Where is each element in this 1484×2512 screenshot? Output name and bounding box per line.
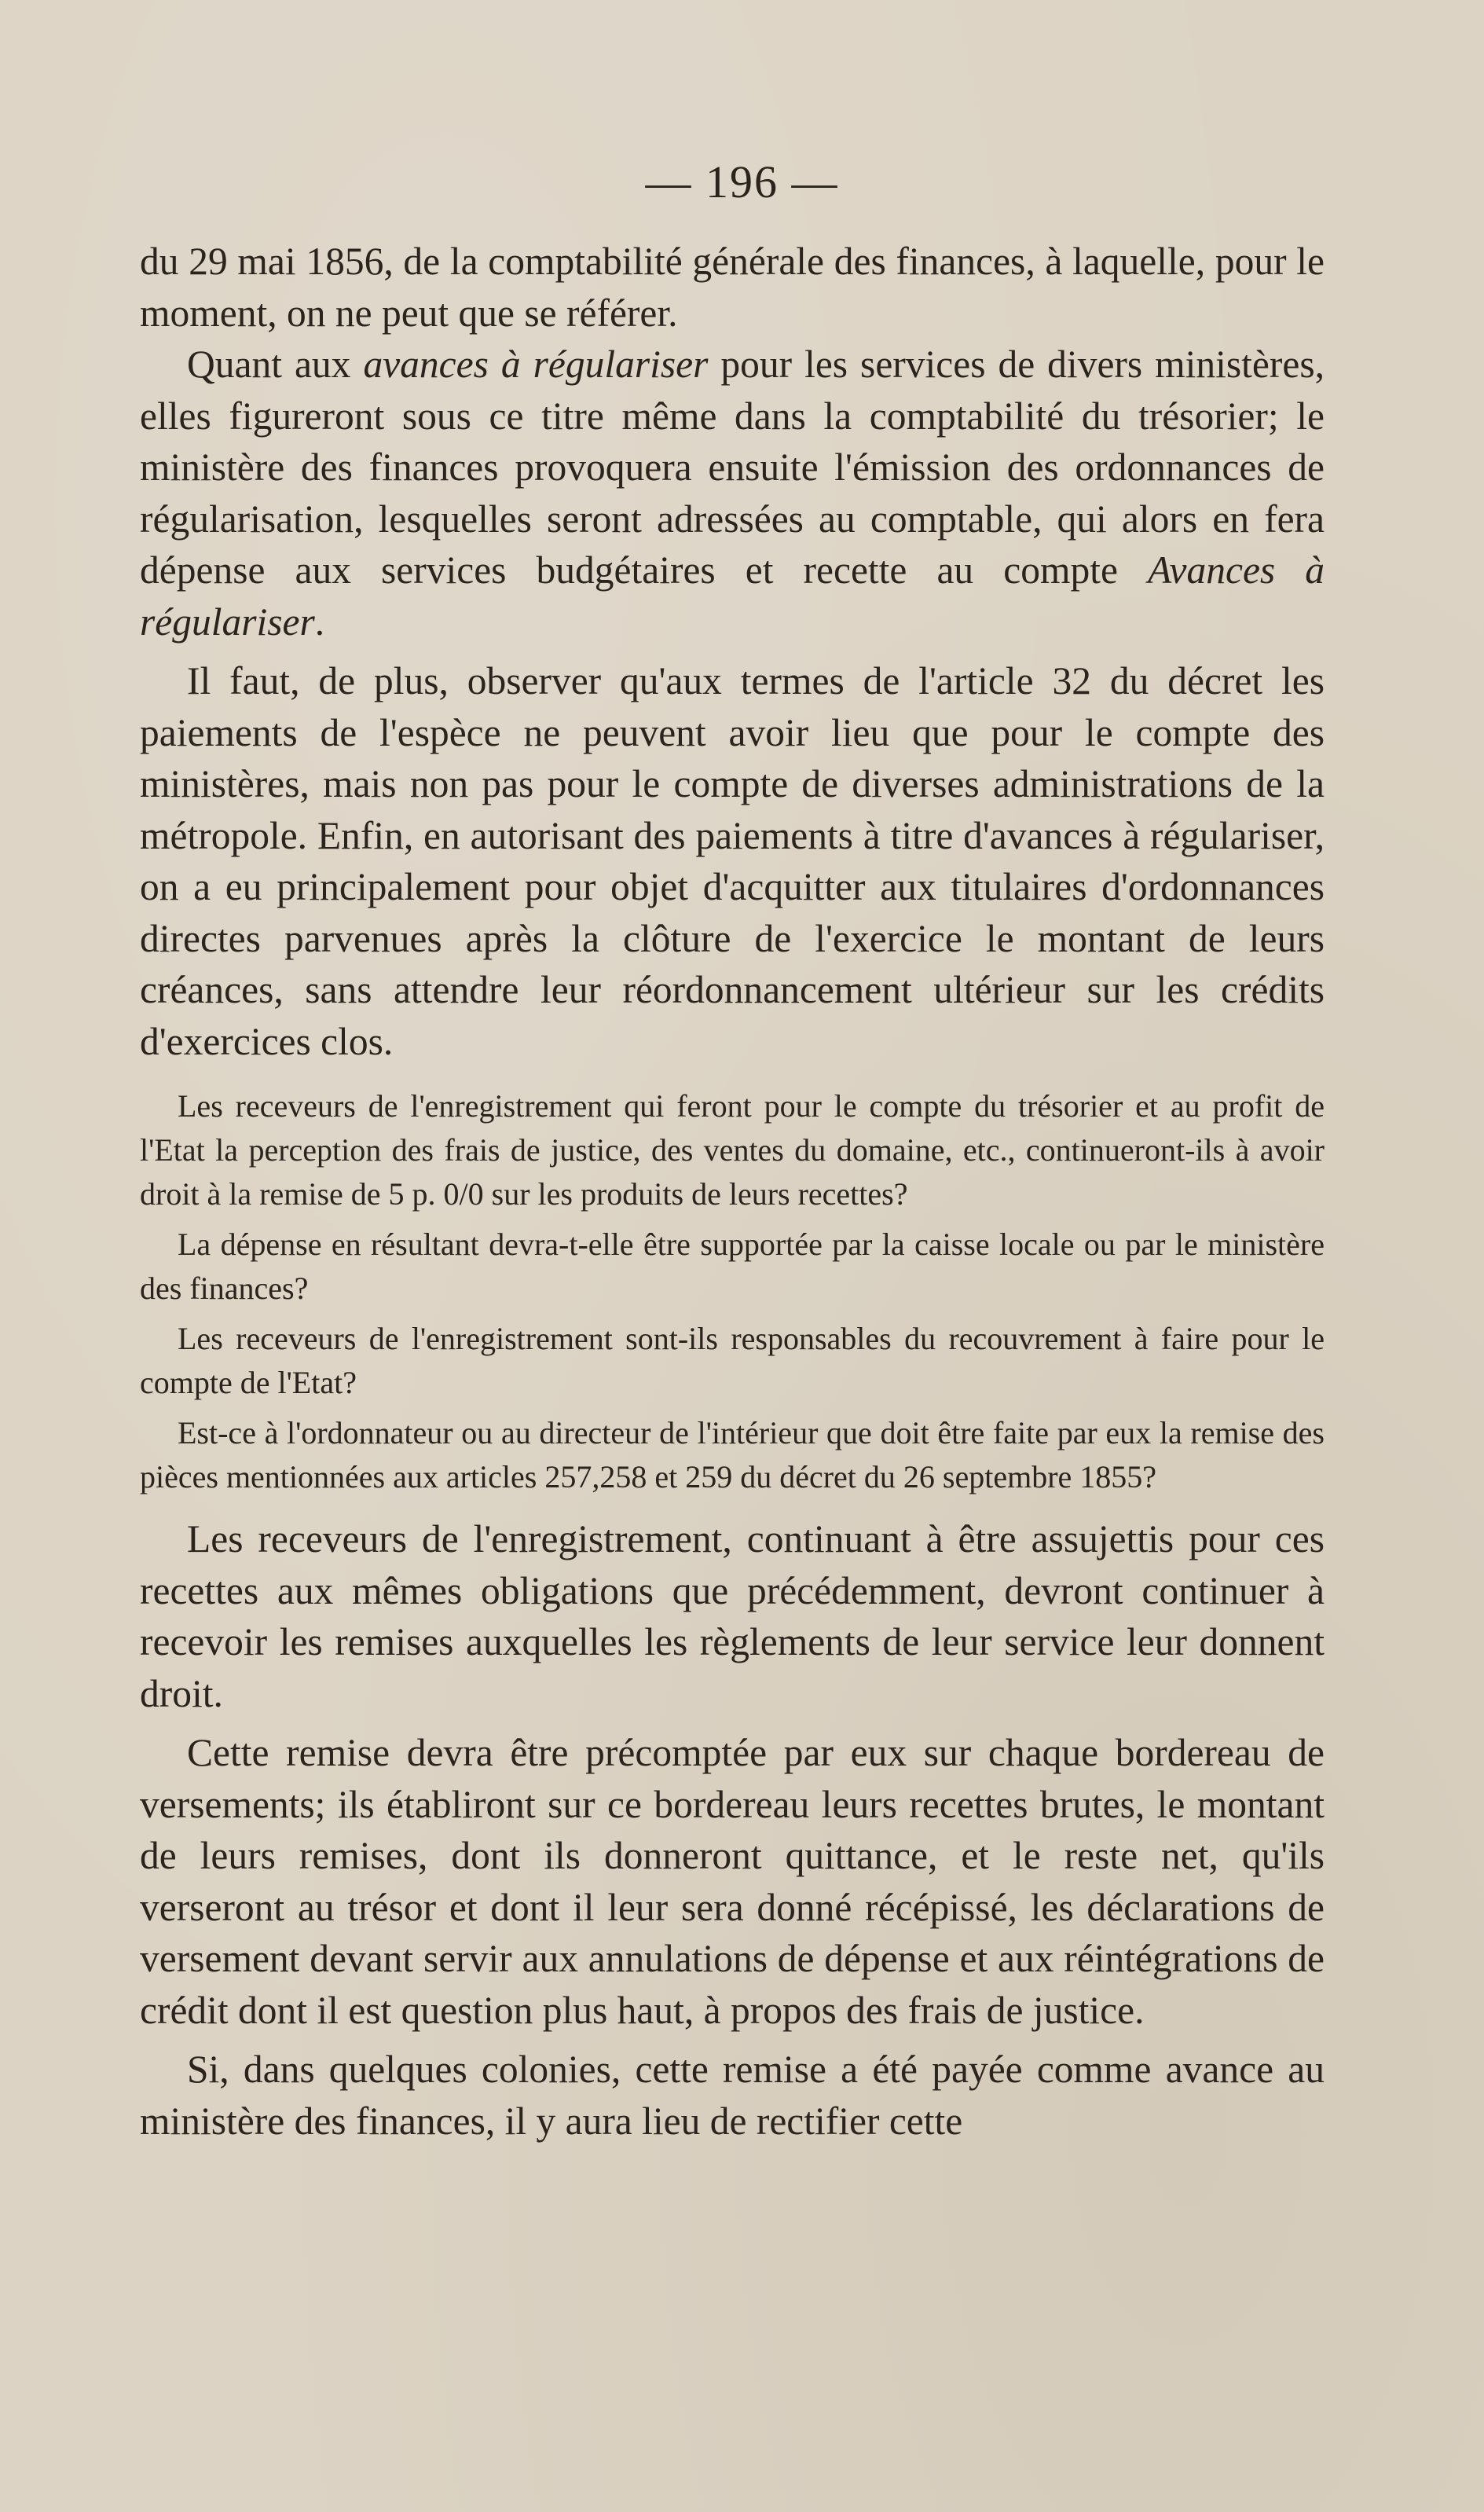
paragraph-avances-lead: Quant aux <box>187 343 364 386</box>
paragraph-avances-body: pour les services de divers ministères, elles figureront sous ce titre même dans la comptabilité du trésorier; le ministère des finances provoquera ensuite l'émission des ordonnances de régularisation, lesquelles seront adressées au comptable, qui alors en fera dépense aux services budgétaires et recette au compte <box>140 343 1325 592</box>
questions-block <box>140 1084 1325 1499</box>
paragraph-avances-end: . <box>314 600 325 644</box>
paragraph-continuation: du 29 mai 1856, de la comptabilité générale des finances, à laquelle, pour le moment, on ne peut que se référer. <box>140 240 1325 335</box>
question-item: Les receveurs de l'enregistrement qui feront pour le compte du trésorier et au profit de l'Etat la perception des frais de justice, des ventes du domaine, etc., continueront-ils à avoir droit à la remise de 5 p. 0/0 sur les produits de leurs recettes? <box>140 1088 1325 1212</box>
page-number: — 196 — <box>645 156 839 207</box>
question-item: Les receveurs de l'enregistrement sont-ils responsables du recouvrement à faire pour le compte de l'Etat? <box>140 1321 1325 1400</box>
answer-paragraph: Les receveurs de l'enregistrement, continuant à être assujettis pour ces recettes aux mêmes obligations que précédemment, devront continuer à recevoir les remises auxquelles les règlements de leur service leur donnent droit. <box>140 1517 1325 1715</box>
paragraph-article-32: Il faut, de plus, observer qu'aux termes de l'article 32 du décret les paiements de l'espèce ne peuvent avoir lieu que pour le compte des ministères, mais non pas pour le compte de diverses administrations de la métropole. Enfin, en autorisant des paiements à titre d'avances à régulariser, on a eu principalement pour objet d'acquitter aux titulaires d'ordonnances directes parvenues après la clôture de l'exercice le montant de leurs créances, sans attendre leur réordonnancement ultérieur sur les crédits d'exercices clos. <box>140 659 1325 1063</box>
question-item: La dépense en résultant devra-t-elle être supportée par la caisse locale ou par le ministère des finances? <box>140 1227 1325 1306</box>
paragraph-avances <box>140 339 1325 647</box>
page-text <box>140 236 1325 2147</box>
italic-avances-term: avances à régulariser <box>363 343 709 386</box>
answer-paragraph: Cette remise devra être précomptée par eux sur chaque bordereau de versements; ils établiront sur ce bordereau leurs recettes brutes, le montant de leurs remises, dont ils donneront quittance, et le reste net, qu'ils verseront au trésor et dont il leur sera donné récépissé, les déclarations de versement devant servir aux annulations de dépense et aux réintégrations de crédit dont il est question plus haut, à propos des frais de justice. <box>140 1731 1325 2032</box>
italic-avances-account: Avances à régulariser <box>140 548 1325 644</box>
question-item: Est-ce à l'ordonnateur ou au directeur de l'intérieur que doit être faite par eux la remise des pièces mentionnées aux articles 257,258 et 259 du décret du 26 septembre 1855? <box>140 1415 1325 1494</box>
answer-paragraph: Si, dans quelques colonies, cette remise a été payée comme avance au ministère des finances, il y aura lieu de rectifier cette <box>140 2048 1325 2143</box>
